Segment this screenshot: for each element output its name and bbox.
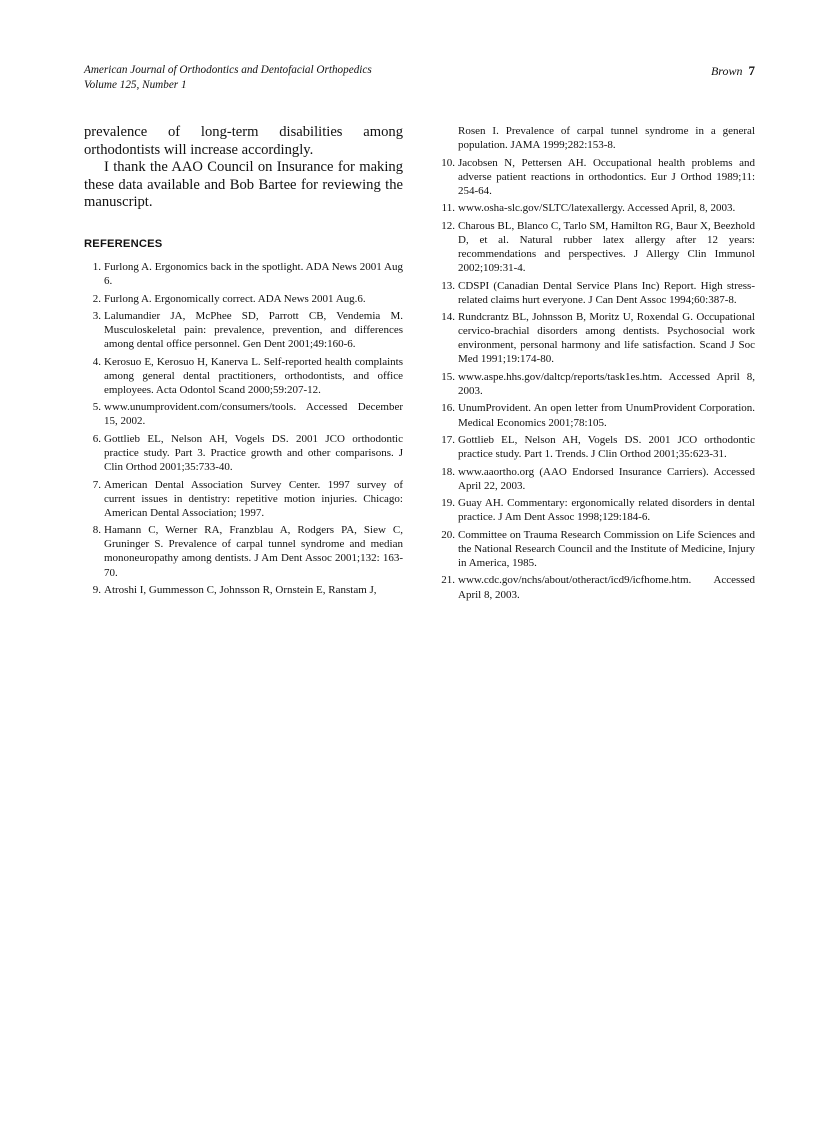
- reference-item: [84, 292, 403, 306]
- reference-text: Atroshi I, Gummesson C, Johnsson R, Ornstein E, Ranstam J,: [104, 584, 377, 597]
- reference-text: Furlong A. Ergonomically correct. ADA News 2001 Aug.6.: [104, 292, 366, 305]
- reference-number: 15.: [441, 370, 455, 383]
- reference-text: www.aspe.hhs.gov/daltcp/reports/task1es.htm. Accessed April 8, 2003.: [458, 370, 755, 397]
- reference-item: [438, 496, 755, 524]
- references-heading: REFERENCES: [84, 237, 163, 250]
- reference-item: [84, 309, 403, 351]
- reference-continuation: Rosen I. Prevalence of carpal tunnel syndrome in a general population. JAMA 1999;282:153-8.: [458, 125, 755, 152]
- reference-text: Lalumandier JA, McPhee SD, Parrott CB, Vendemia M. Musculoskeletal pain: prevalence, prevention, and differences among dental office personnel. Gen Dent 2001;49:160-6.: [104, 310, 403, 351]
- running-header: [84, 63, 372, 92]
- reference-number: 19.: [441, 497, 455, 510]
- reference-item: [438, 310, 755, 366]
- reference-item: [438, 573, 755, 601]
- reference-number: 6.: [92, 432, 101, 445]
- reference-item: [438, 370, 755, 398]
- reference-number: 10.: [441, 156, 455, 169]
- reference-number: 16.: [441, 402, 455, 415]
- reference-text: Jacobsen N, Pettersen AH. Occupational health problems and adverse patient reactions in orthodontics. Eur J Orthod 1989;11: 254-64.: [458, 156, 755, 197]
- reference-item: [84, 260, 403, 288]
- reference-item: [84, 355, 403, 397]
- reference-item: [84, 478, 403, 520]
- right-column: [438, 124, 755, 605]
- reference-number: 13.: [441, 279, 455, 292]
- page-number: 7: [748, 63, 755, 78]
- reference-number: 2.: [92, 292, 101, 305]
- reference-item: [438, 433, 755, 461]
- reference-item: [438, 279, 755, 307]
- reference-item: [438, 401, 755, 429]
- left-column: [84, 124, 403, 601]
- reference-text: American Dental Association Survey Center. 1997 survey of current issues in dentistry: repetitive motion injuries. Chicago: American Dental Association; 1997.: [104, 478, 403, 519]
- page-header-right: [711, 63, 755, 79]
- reference-text: Guay AH. Commentary: ergonomically related disorders in dental practice. J Am Dent Assoc 1998;129:184-6.: [458, 497, 755, 524]
- references-list-left: [84, 260, 403, 597]
- reference-item: [84, 400, 403, 428]
- reference-number: 14.: [441, 311, 455, 324]
- reference-item: [84, 432, 403, 474]
- reference-text: Rundcrantz BL, Johnsson B, Moritz U, Roxendal G. Occupational cervico-brachial disorders among dentists. Psychosocial work environment, personal harmony and life satisfaction. Scand J Soc Med 1991;19:174-80.: [458, 311, 755, 366]
- reference-number: 8.: [92, 524, 101, 537]
- acknowledgment-paragraph: I thank the AAO Council on Insurance for making these data available and Bob Bartee for reviewing the manuscript.: [84, 159, 403, 211]
- volume-info: Volume 125, Number 1: [84, 78, 187, 91]
- author-name: Brown: [710, 64, 743, 78]
- reference-text: CDSPI (Canadian Dental Service Plans Inc) Report. High stress-related claims hurt everyone. J Can Dent Assoc 1994;60:387-8.: [458, 279, 755, 306]
- reference-text: Gottlieb EL, Nelson AH, Vogels DS. 2001 JCO orthodontic practice study. Part 1. Trends. J Clin Orthod 2001;35:623-31.: [458, 434, 755, 461]
- reference-number: 3.: [92, 310, 101, 323]
- reference-text: www.cdc.gov/nchs/about/otheract/icd9/icfhome.htm. Accessed April 8, 2003.: [458, 574, 755, 601]
- journal-title: American Journal of Orthodontics and Dentofacial Orthopedics: [84, 64, 372, 76]
- reference-number: 12.: [441, 219, 455, 232]
- reference-item: [438, 201, 755, 215]
- reference-item: [84, 583, 403, 597]
- reference-text: Kerosuo E, Kerosuo H, Kanerva L. Self-reported health complaints among general dental practitioners, orthodontists, and office employees. Acta Odontol Scand 2000;59:207-12.: [104, 355, 403, 396]
- reference-number: 4.: [92, 355, 101, 368]
- reference-text: Gottlieb EL, Nelson AH, Vogels DS. 2001 JCO orthodontic practice study. Part 3. Practice growth and other comparisons. J Clin Orthod 2001;35:733-40.: [104, 432, 403, 474]
- reference-item: [438, 465, 755, 493]
- reference-text: www.unumprovident.com/consumers/tools. Accessed December 15, 2002.: [104, 401, 403, 428]
- reference-text: www.osha-slc.gov/SLTC/latexallergy. Accessed April, 8, 2003.: [458, 202, 736, 215]
- reference-text: UnumProvident. An open letter from UnumProvident Corporation. Medical Economics 2001;78:105.: [458, 402, 755, 429]
- reference-number: 20.: [441, 528, 455, 541]
- reference-text: www.aaortho.org (AAO Endorsed Insurance Carriers). Accessed April 22, 2003.: [458, 465, 755, 492]
- reference-number: 11.: [441, 202, 455, 215]
- reference-item: [438, 528, 755, 570]
- reference-item: [84, 523, 403, 579]
- reference-number: 17.: [441, 434, 455, 446]
- reference-text: Furlong A. Ergonomics back in the spotlight. ADA News 2001 Aug 6.: [104, 260, 403, 288]
- body-paragraph: prevalence of long-term disabilities among orthodontists will increase accordingly.: [84, 124, 403, 158]
- reference-text: Charous BL, Blanco C, Tarlo SM, Hamilton RG, Baur X, Beezhold D, et al. Natural rubber latex allergy after 12 years: recommendations and perspectives. J Allergy Clin Immunol 2002;109:31-4.: [458, 219, 755, 275]
- reference-number: 1.: [92, 260, 101, 273]
- reference-text: Committee on Trauma Research Commission on Life Sciences and the National Research Council and the Institute of Medicine, Injury in America, 1985.: [458, 528, 755, 569]
- reference-number: 5.: [92, 401, 101, 414]
- reference-number: 21.: [441, 574, 455, 587]
- reference-number: 7.: [92, 478, 101, 491]
- reference-item: [438, 156, 755, 198]
- reference-item: [438, 219, 755, 275]
- reference-text: Hamann C, Werner RA, Franzblau A, Rodgers PA, Siew C, Gruninger S. Prevalence of carpal tunnel syndrome and median mononeuropathy among dentists. J Am Dent Assoc 2001;132: 163-70.: [104, 524, 403, 579]
- references-list-right: [438, 156, 755, 602]
- reference-number: 9.: [92, 584, 101, 597]
- reference-number: 18.: [441, 465, 455, 478]
